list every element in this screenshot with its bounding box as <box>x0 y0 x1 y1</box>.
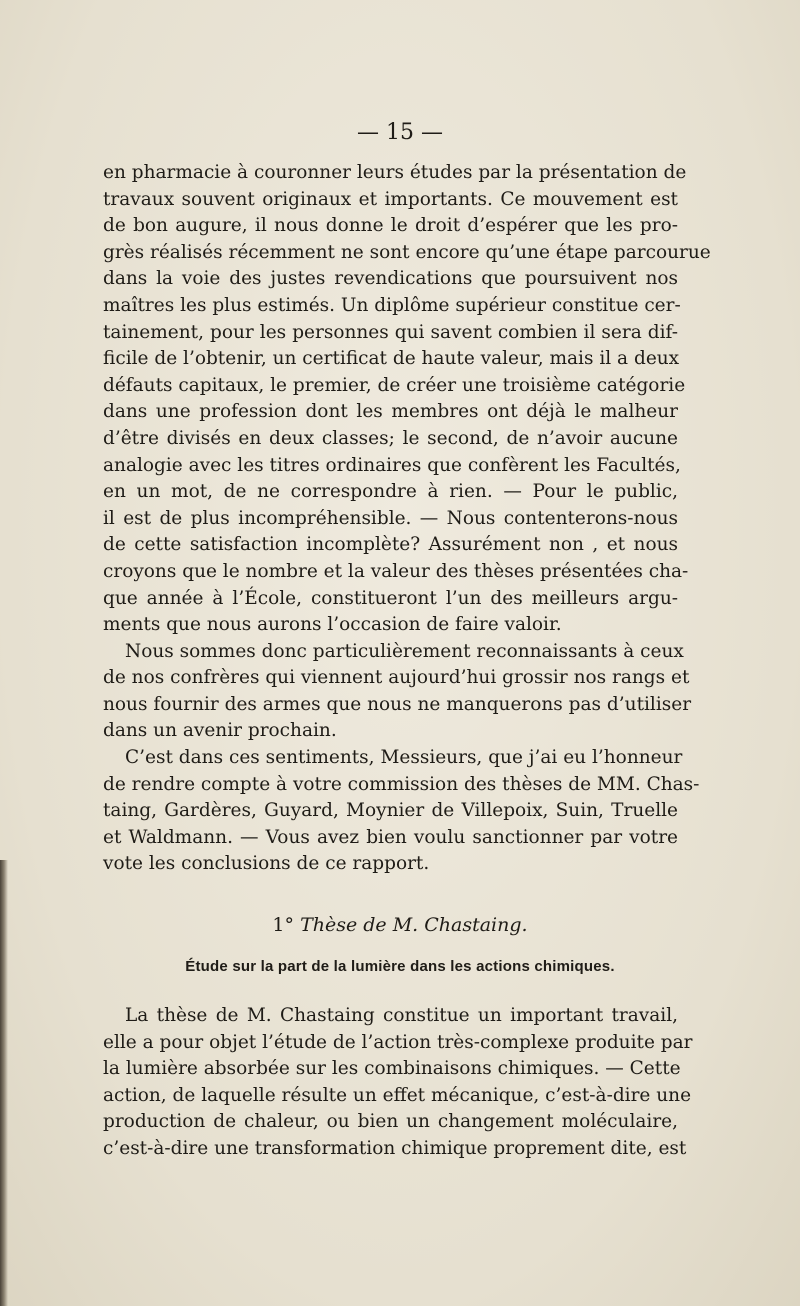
page-number: — 15 — <box>357 120 443 145</box>
text-line: ficile de l’obtenir, un certificat de haute valeur, mais il a deux <box>103 348 680 370</box>
text-line: ments que nous aurons l’occasion de faire valoir. <box>103 614 562 636</box>
text-line: dans une profession dont les membres ont déjà le malheur <box>103 401 678 423</box>
section-body-text <box>103 1003 693 1163</box>
section-subtitle: Étude sur la part de la lumière dans les actions chimiques. <box>185 958 615 975</box>
text-line: de cette satisfaction incomplète? Assurément non , et nous <box>103 534 678 556</box>
section-title-text: Thèse de M. Chastaing. <box>300 914 528 936</box>
text-line: et Waldmann. — Vous avez bien voulu sanctionner par votre <box>103 826 678 848</box>
section-paragraph <box>103 1003 693 1163</box>
text-line: la lumière absorbée sur les combinaisons chimiques. — Cette <box>103 1058 681 1080</box>
text-line: tainement, pour les personnes qui savent combien il sera dif- <box>103 321 678 343</box>
section-title <box>0 914 800 936</box>
text-line: analogie avec les titres ordinaires que confèrent les Facultés, <box>103 454 681 476</box>
text-line: de bon augure, il nous donne le droit d’espérer que les pro- <box>103 215 678 237</box>
text-line: de rendre compte à votre commission des thèses de MM. Chas- <box>103 773 700 795</box>
text-line: il est de plus incompréhensible. — Nous contenterons-nous <box>103 507 678 529</box>
text-line: grès réalisés récemment ne sont encore qu’une étape parcourue <box>103 241 711 263</box>
text-line: en un mot, de ne correspondre à rien. — Pour le public, <box>103 481 678 503</box>
text-line: en pharmacie à couronner leurs études par la présentation de <box>103 162 687 183</box>
text-line: travaux souvent originaux et importants. Ce mouvement est <box>103 188 678 210</box>
paragraph-2 <box>103 639 692 745</box>
text-line: vote les conclusions de ce rapport. <box>103 853 430 875</box>
text-line: Nous sommes donc particulièrement reconnaissants à ceux <box>125 640 684 662</box>
text-line: nous fournir des armes que nous ne manquerons pas d’utiliser <box>103 693 692 715</box>
text-line: maîtres les plus estimés. Un diplôme supérieur constitue cer- <box>103 294 681 316</box>
text-line: de nos confrères qui viennent aujourd’hui grossir nos rangs et <box>103 667 690 689</box>
text-line: C’est dans ces sentiments, Messieurs, que j’ai eu l’honneur <box>125 747 683 769</box>
paragraph-3 <box>103 745 700 878</box>
text-line: d’être divisés en deux classes; le second, de n’avoir aucune <box>103 427 678 449</box>
text-line: c’est-à-dire une transformation chimique proprement dite, est <box>103 1137 687 1159</box>
body-text <box>103 160 711 878</box>
text-line: action, de laquelle résulte un effet mécanique, c’est-à-dire une <box>103 1084 692 1106</box>
text-line: croyons que le nombre et la valeur des thèses présentées cha- <box>103 560 689 582</box>
section-number: 1° <box>272 914 295 936</box>
text-line: dans la voie des justes revendications que poursuivent nos <box>103 268 678 290</box>
text-line: que année à l’École, constitueront l’un des meilleurs argu- <box>103 587 678 609</box>
text-line: elle a pour objet l’étude de l’action très-complexe produite par <box>103 1031 693 1053</box>
paragraph-1 <box>103 160 711 639</box>
text-line: production de chaleur, ou bien un changement moléculaire, <box>103 1111 678 1133</box>
text-line: défauts capitaux, le premier, de créer une troisième catégorie <box>103 374 686 396</box>
text-line: dans un avenir prochain. <box>103 720 337 742</box>
text-line: taing, Gardères, Guyard, Moynier de Villepoix, Suin, Truelle <box>103 800 678 822</box>
text-line: La thèse de M. Chastaing constitue un important travail, <box>125 1005 678 1026</box>
